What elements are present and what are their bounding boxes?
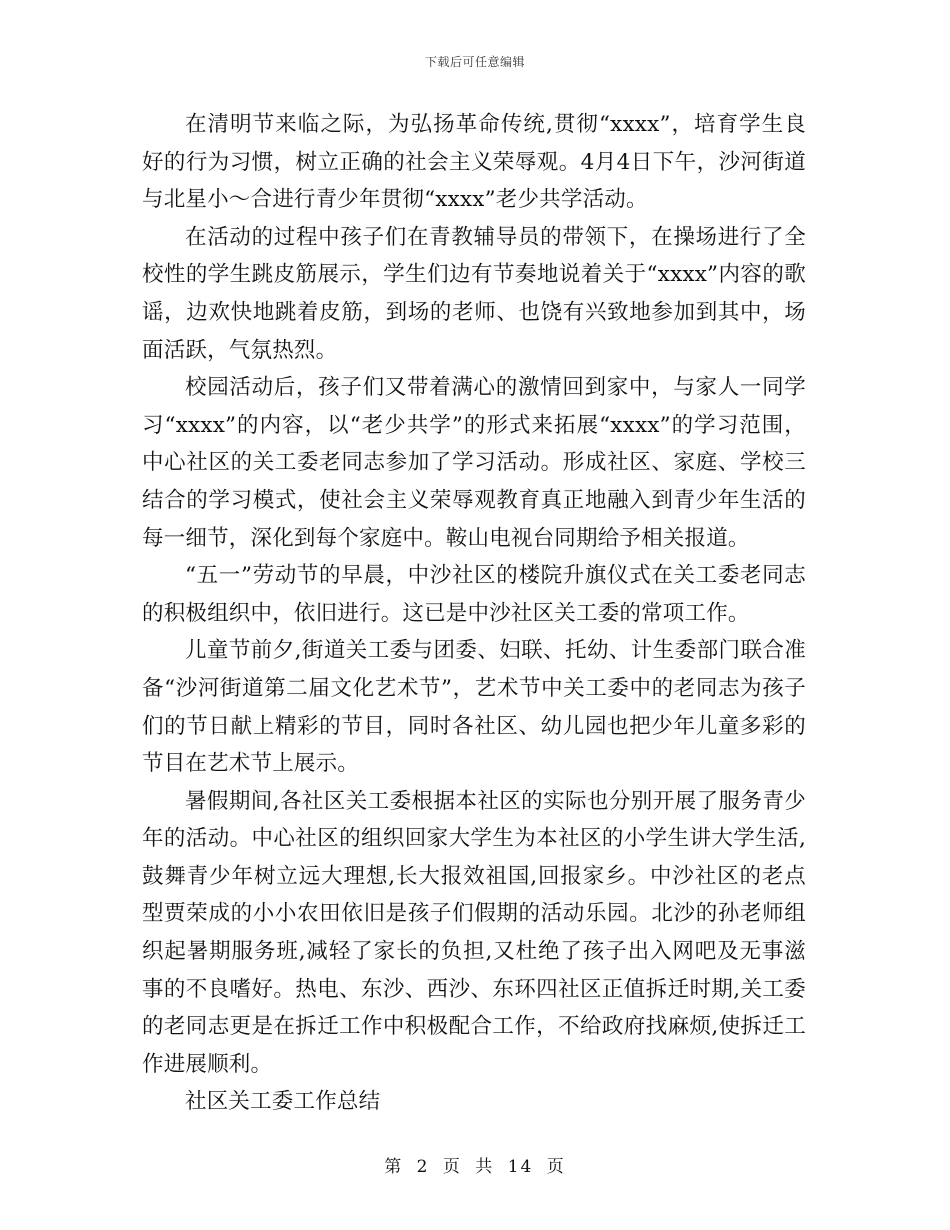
paragraph-qingming: 在清明节来临之际，为弘扬革命传统,贯彻“xxxx”，培育学生良好的行为习惯，树立正确的社会主义荣辱观。4月4日下午，沙河街道与北星小～合进行青少年贯彻“xxxx”老少共学活动。 xyxy=(142,112,806,213)
page-footer: 第 2 页 共 14 页 xyxy=(384,1157,566,1177)
paragraph-may-day: “五一”劳动节的早晨，中沙社区的楼院升旗仪式在关工委老同志的积极组织中，依旧进行。这已是中沙社区关工委的常项工作。 xyxy=(142,563,806,626)
paragraph-summer: 暑假期间,各社区关工委根据本社区的实际也分别开展了服务青少年的活动。中心社区的组织回家大学生为本社区的小学生讲大学生活,鼓舞青少年树立远大理想,长大报效祖国,回报家乡。中沙社区的老点型贾荣成的小小农田依旧是孩子们假期的活动乐园。北沙的孙老师组织起暑期服务班,减轻了家长的负担,又杜绝了孩子出入网吧及无事滋事的不良嗜好。热电、东沙、西沙、东环四社区正值拆迁时期,关工委的老同志更是在拆迁工作中积极配合工作，不给政府找麻烦,使拆迁工作进展顺利。 xyxy=(142,788,806,1077)
closing-title: 社区关工委工作总结 xyxy=(185,1089,381,1115)
paragraph-family-study: 校园活动后，孩子们又带着满心的激情回到家中，与家人一同学习“xxxx”的内容，以“老少共学”的形式来拓展“xxxx”的学习范围，中心社区的关工委老同志参加了学习活动。形成社区、家庭、学校三结合的学习模式，使社会主义荣辱观教育真正地融入到青少年生活的每一细节，深化到每个家庭中。鞍山电视台同期给予相关报道。 xyxy=(142,375,806,551)
document-body xyxy=(142,106,806,1121)
paragraph-childrens-day: 儿童节前夕,街道关工委与团委、妇联、托幼、计生委部门联合准备“沙河街道第二届文化艺术节”，艺术节中关工委中的老同志为孩子们的节日献上精彩的节目，同时各社区、幼儿园也把少年儿童多彩的节目在艺术节上展示。 xyxy=(142,638,806,777)
paragraph-activity: 在活动的过程中孩子们在青教辅导员的带领下，在操场进行了全校性的学生跳皮筋展示，学生们边有节奏地说着关于“xxxx”内容的歌谣，边欢快地跳着皮筋，到场的老师、也饶有兴致地参加到其中，场面活跃，气氛热烈。 xyxy=(142,224,806,363)
header-note: 下载后可任意编辑 xyxy=(424,55,525,69)
